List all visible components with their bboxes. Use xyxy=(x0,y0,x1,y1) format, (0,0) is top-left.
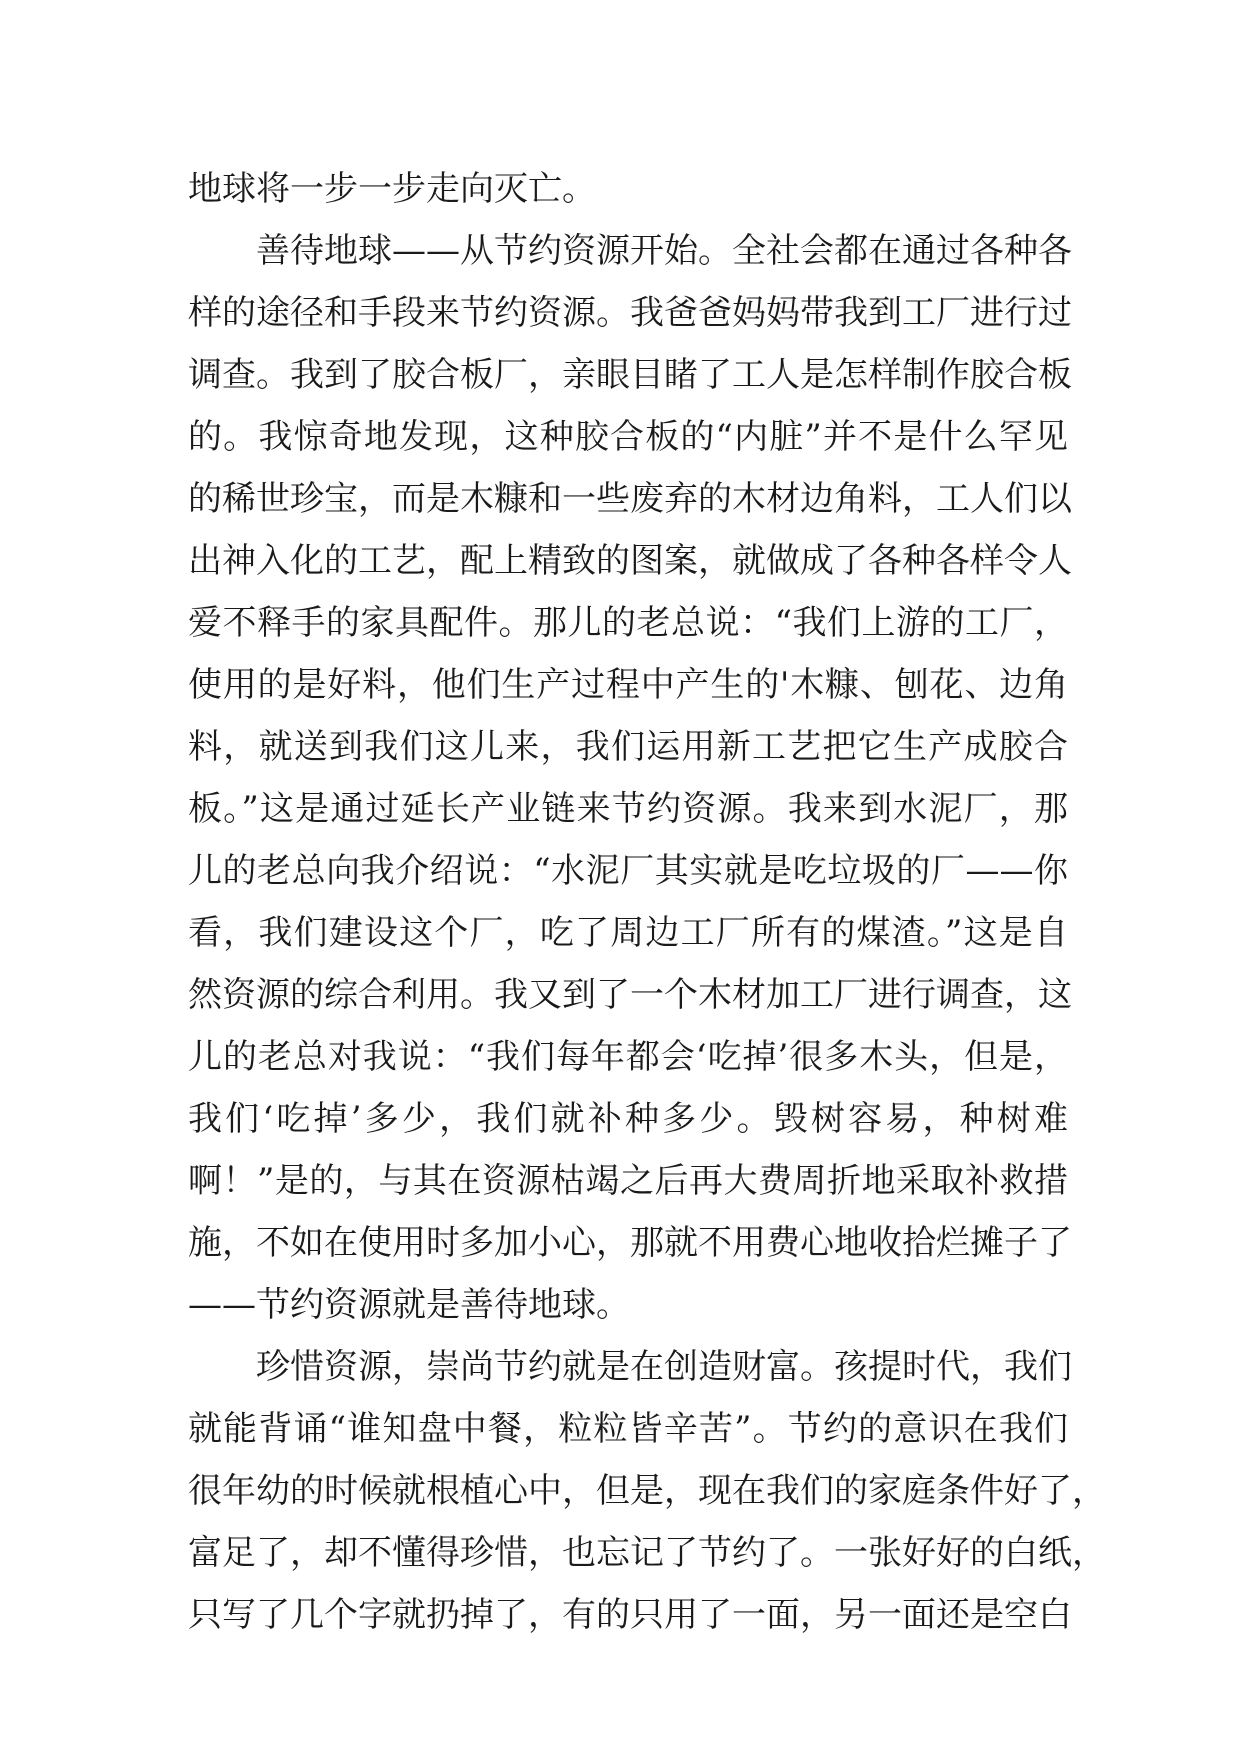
text-line: 只写了几个字就扔掉了，有的只用了一面，另一面还是空白 xyxy=(188,1595,1072,1635)
text-line: 很年幼的时候就根植心中，但是，现在我们的家庭条件好了， xyxy=(188,1471,1106,1511)
text-line: 使用的是好料，他们生产过程中产生的'木糠、刨花、边角 xyxy=(188,665,1068,705)
text-line: 调查。我到了胶合板厂，亲眼目睹了工人是怎样制作胶合板 xyxy=(188,355,1072,395)
essay-body xyxy=(188,158,1106,1646)
text-line: 儿的老总向我介绍说：“水泥厂其实就是吃垃圾的厂——你 xyxy=(188,851,1068,891)
text-line: ——节约资源就是善待地球。 xyxy=(188,1285,630,1325)
text-line: 看，我们建设这个厂，吃了周边工厂所有的煤渣。”这是自 xyxy=(188,913,1068,953)
text-line: 样的途径和手段来节约资源。我爸爸妈妈带我到工厂进行过 xyxy=(188,293,1072,333)
paragraph-first-line: 善待地球——从节约资源开始。全社会都在通过各种各 xyxy=(256,231,1072,271)
text-line: 富足了，却不懂得珍惜，也忘记了节约了。一张好好的白纸， xyxy=(188,1533,1106,1573)
text-line: 料，就送到我们这儿来，我们运用新工艺把它生产成胶合 xyxy=(188,727,1068,767)
text-line: 的稀世珍宝，而是木糠和一些废弃的木材边角料，工人们以 xyxy=(188,479,1072,519)
text-line: 啊！”是的，与其在资源枯竭之后再大费周折地采取补救措 xyxy=(188,1161,1068,1201)
text-line: 板。”这是通过延长产业链来节约资源。我来到水泥厂，那 xyxy=(188,789,1068,829)
text-line: 地球将一步一步走向灭亡。 xyxy=(188,169,596,209)
paragraph-first-line: 珍惜资源，崇尚节约就是在创造财富。孩提时代，我们 xyxy=(256,1347,1072,1387)
text-line: 施，不如在使用时多加小心，那就不用费心地收拾烂摊子了 xyxy=(188,1223,1072,1263)
text-line: 儿的老总对我说：“我们每年都会‘吃掉’很多木头，但是， xyxy=(188,1037,1068,1077)
text-line: 爱不释手的家具配件。那儿的老总说：“我们上游的工厂， xyxy=(188,603,1068,643)
text-line: 出神入化的工艺，配上精致的图案，就做成了各种各样令人 xyxy=(188,541,1072,581)
text-line: 就能背诵“谁知盘中餐，粒粒皆辛苦”。节约的意识在我们 xyxy=(188,1409,1068,1449)
text-line: 我们‘吃掉’多少，我们就补种多少。毁树容易，种树难 xyxy=(188,1099,1068,1139)
text-line: 然资源的综合利用。我又到了一个木材加工厂进行调查，这 xyxy=(188,975,1072,1015)
text-line: 的。我惊奇地发现，这种胶合板的“内脏”并不是什么罕见 xyxy=(188,417,1068,457)
